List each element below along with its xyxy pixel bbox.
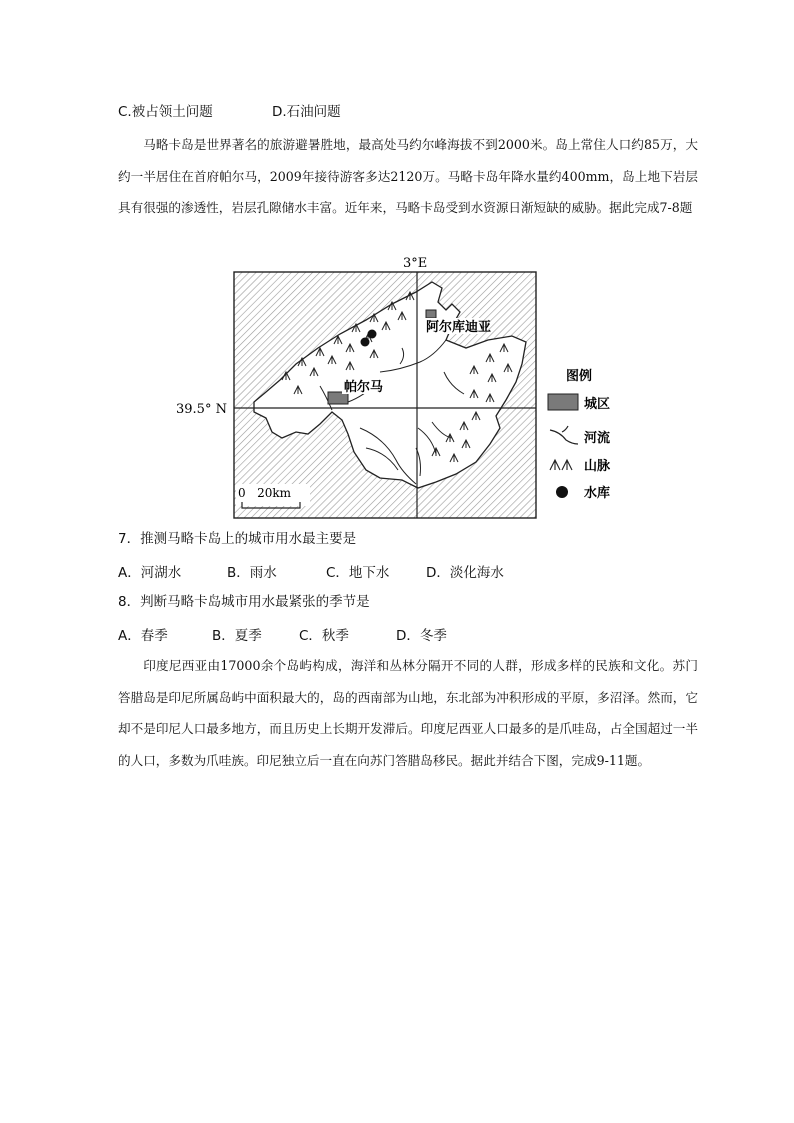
reservoir-2 — [361, 338, 370, 347]
passage-mallorca-text: 马略卡岛是世界著名的旅游避暑胜地，最高处马约尔峰海拔不到2000米。岛上常住人口约85万，大约一半居住在首府帕尔马，2009年接待游客多达2120万。马略卡岛年降水量约400mm，岛上地下岩层具有很强的渗透性，岩层孔隙储水丰富。近年来，马略卡岛受到水资源日渐短缺的威胁。据此完成7-8题 — [118, 137, 698, 215]
legend-mountain-symbol — [550, 460, 572, 470]
longitude-label: 3°E — [403, 256, 428, 271]
mallorca-map — [170, 252, 640, 524]
legend-city-swatch — [548, 394, 578, 410]
q6-option-c: C.被占领土问题 — [118, 104, 213, 120]
reservoir-1 — [368, 330, 377, 339]
q8-stem: 8．判断马略卡岛城市用水最紧张的季节是 — [118, 594, 370, 610]
city-palma-label: 帕尔马 — [344, 380, 384, 395]
city-alcudia-marker — [426, 310, 436, 318]
q7-option-b: B．雨水 — [227, 565, 277, 581]
q8-option-a: A．春季 — [118, 628, 168, 644]
city-alcudia-label: 阿尔库迪亚 — [426, 320, 492, 335]
legend-mountain-label: 山脉 — [584, 459, 611, 474]
q6-option-d: D.石油问题 — [272, 104, 341, 120]
q7-stem: 7．推测马略卡岛上的城市用水最主要是 — [118, 531, 357, 547]
legend-title: 图例 — [566, 369, 593, 384]
scale-label: 0 20km — [238, 486, 291, 500]
q7-option-a: A．河湖水 — [118, 565, 182, 581]
q8-option-d: D．冬季 — [396, 628, 447, 644]
passage-indonesia-text: 印度尼西亚由17000余个岛屿构成，海洋和丛林分隔开不同的人群，形成多样的民族和文化。苏门答腊岛是印尼所属岛屿中面积最大的，岛的西南部为山地，东北部为冲积形成的平原，多沼泽。然而，它却不是印尼人口最多地方，而且历史上长期开发滞后。印度尼西亚人口最多的是爪哇岛，占全国超过一半的人口，多数为爪哇族。印尼独立后一直在向苏门答腊岛移民。据此并结合下图，完成9-11题。 — [118, 658, 698, 768]
legend-reservoir-symbol — [556, 486, 568, 498]
q8-option-b: B．夏季 — [212, 628, 262, 644]
legend-river-symbol — [550, 426, 578, 444]
q7-option-d: D．淡化海水 — [426, 565, 504, 581]
latitude-label: 39.5° N — [176, 402, 227, 417]
q7-option-c: C．地下水 — [326, 565, 390, 581]
legend-reservoir-label: 水库 — [584, 486, 611, 501]
passage-indonesia — [118, 650, 698, 776]
map-legend — [548, 368, 611, 501]
passage-mallorca — [118, 129, 698, 224]
legend-city-label: 城区 — [584, 397, 611, 412]
q8-option-c: C．秋季 — [299, 628, 349, 644]
legend-river-label: 河流 — [584, 431, 611, 446]
